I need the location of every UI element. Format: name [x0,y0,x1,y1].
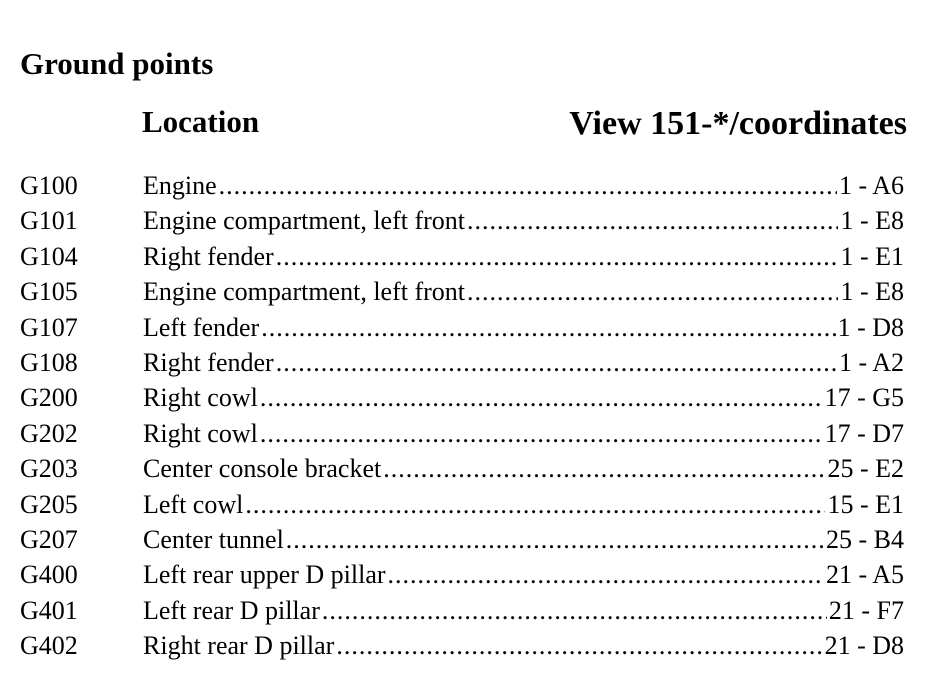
view-coordinate: 1 - D8 [837,312,904,342]
ground-point-location: Engine compartment, left front [143,277,466,307]
dot-leader [261,310,835,345]
list-item [20,451,904,486]
dot-leader [383,451,825,486]
view-coordinate: 17 - D7 [824,418,904,448]
list-item [20,522,904,557]
ground-point-id: G105 [20,277,78,307]
ground-point-location: Left fender [143,312,260,342]
list-item [20,593,904,628]
ground-point-location: Center console bracket [143,454,382,484]
ground-point-id: G101 [20,206,78,236]
ground-point-location: Engine [143,171,217,200]
dot-leader [219,168,837,203]
list-item [20,345,904,380]
ground-point-location: Right cowl [143,383,258,413]
dot-leader [260,380,823,415]
view-coordinate: 1 - E1 [840,241,904,271]
ground-point-location: Engine compartment, left front [143,206,466,236]
page-title: Ground points [20,46,214,81]
view-coordinate: 1 - E8 [840,206,904,236]
ground-point-location: Right fender [143,347,274,377]
list-item [20,628,904,663]
ground-point-location: Right cowl [143,418,258,448]
ground-point-location: Left rear D pillar [143,595,320,625]
view-coordinate: 21 - F7 [828,595,904,625]
list-item [20,557,904,592]
dot-leader [467,203,838,238]
ground-point-id: G203 [20,454,78,484]
ground-point-id: G207 [20,524,78,554]
list-item [20,274,904,309]
ground-point-id: G205 [20,489,78,519]
ground-point-id: G104 [20,241,78,271]
dot-leader [260,416,823,451]
list-item [20,487,904,522]
ground-point-id: G108 [20,347,78,377]
dot-leader [322,593,827,628]
dot-leader [336,628,822,663]
ground-point-id: G107 [20,312,78,342]
list-item [20,310,904,345]
view-coordinates-column-header: View 151-*/coordinates [569,105,907,142]
ground-point-id: G401 [20,595,78,625]
ground-point-location: Right fender [143,241,274,271]
view-coordinate: 25 - B4 [826,524,904,554]
view-coordinate: 21 - D8 [824,631,904,661]
dot-leader [276,345,837,380]
dot-leader [276,239,839,274]
list-item [20,168,904,203]
ground-points-list [20,168,904,663]
view-coordinate: 1 - E8 [840,277,904,307]
ground-point-location: Left rear upper D pillar [143,560,386,590]
ground-point-id: G200 [20,383,78,413]
list-item [20,380,904,415]
ground-point-id: G400 [20,560,78,590]
dot-leader [388,557,824,592]
dot-leader [467,274,838,309]
list-item [20,239,904,274]
view-coordinate: 15 - E1 [827,489,904,519]
ground-point-location: Right rear D pillar [143,631,335,661]
ground-point-id: G402 [20,631,78,661]
ground-point-id: G100 [20,171,78,200]
ground-point-location: Left cowl [143,489,244,519]
view-coordinate: 21 - A5 [826,560,904,590]
view-coordinate: 17 - G5 [824,383,904,413]
dot-leader [286,522,824,557]
list-item [20,203,904,238]
dot-leader [245,487,825,522]
view-coordinate: 1 - A6 [839,171,904,200]
ground-point-id: G202 [20,418,78,448]
view-coordinate: 25 - E2 [827,454,904,484]
location-column-header: Location [142,104,260,139]
list-item [20,416,904,451]
view-coordinate: 1 - A2 [839,347,904,377]
ground-point-location: Center tunnel [143,524,284,554]
